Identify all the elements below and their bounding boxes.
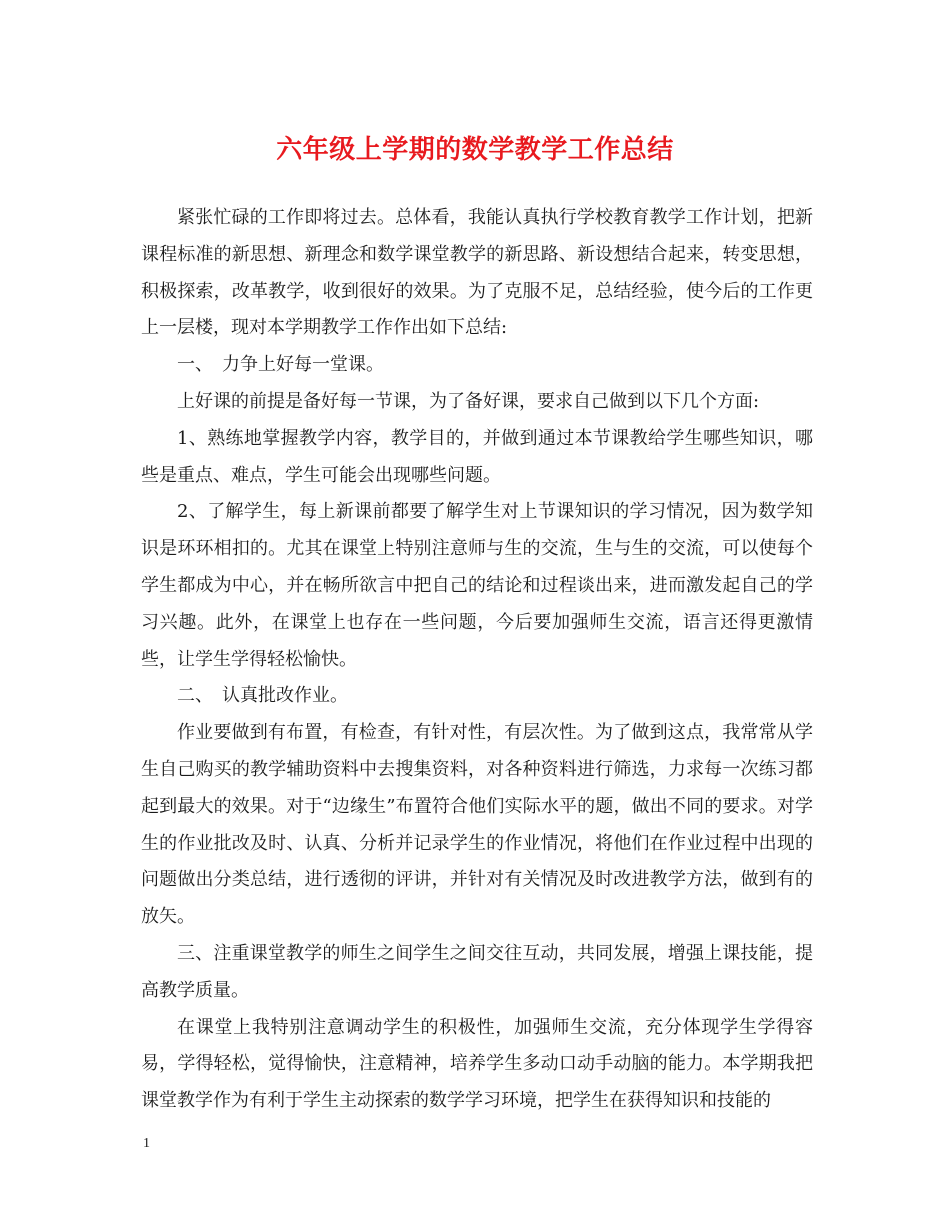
paragraph-point-1: 1、熟练地掌握教学内容，教学目的，并做到通过本节课教给学生哪些知识，哪些是重点、难点，学生可能会出现哪些问题。 (141, 427, 813, 486)
paragraph-prep: 上好课的前提是备好每一节课，为了备好课，要求自己做到以下几个方面: (177, 390, 760, 412)
section-heading-2: 二、 认真批改作业。 (177, 685, 348, 707)
paragraph-intro: 紧张忙碌的工作即将过去。总体看，我能认真执行学校教育教学工作计划，把新课程标准的新思想、新理念和数学课堂教学的新思路、新设想结合起来，转变思想，积极探索，改革教学，收到很好的效果。为了克服不足，总结经验，使今后的工作更上一层楼，现对本学期教学工作作出如下总结: (141, 207, 813, 339)
section-heading-3: 三、注重课堂教学的师生之间学生之间交往互动，共同发展，增强上课技能，提高教学质量。 (141, 942, 813, 1001)
page-number: 1 (143, 1136, 150, 1151)
paragraph-homework: 作业要做到有布置，有检查，有针对性，有层次性。为了做到这点，我常常从学生自己购买的教学辅助资料中去搜集资料，对各种资料进行筛选，力求每一次练习都起到最大的效果。对于“边缘生”布置符合他们实际水平的题，做出不同的要求。对学生的作业批改及时、认真、分析并记录学生的作业情况，将他们在作业过程中出现的问题做出分类总结，进行透彻的评讲，并针对有关情况及时改进教学方法，做到有的放矢。 (141, 722, 813, 928)
paragraph-point-2: 2、了解学生，每上新课前都要了解学生对上节课知识的学习情况，因为数学知识是环环相扣的。尤其在课堂上特别注意师与生的交流，生与生的交流，可以使每个学生都成为中心，并在畅所欲言中把自己的结论和过程谈出来，进而激发起自己的学习兴趣。此外，在课堂上也存在一些问题，今后要加强师生交流，语言还得更激情些，让学生学得轻松愉快。 (141, 501, 813, 670)
document-title: 六年级上学期的数学教学工作总结 (276, 135, 674, 165)
paragraph-classroom: 在课堂上我特别注意调动学生的积极性，加强师生交流，充分体现学生学得容易，学得轻松，觉得愉快，注意精神，培养学生多动口动手动脑的能力。本学期我把课堂教学作为有利于学生主动探索的数学学习环境，把学生在获得知识和技能的 (141, 1016, 813, 1112)
document-body (141, 200, 813, 1120)
section-heading-1: 一、 力争上好每一堂课。 (177, 354, 384, 376)
